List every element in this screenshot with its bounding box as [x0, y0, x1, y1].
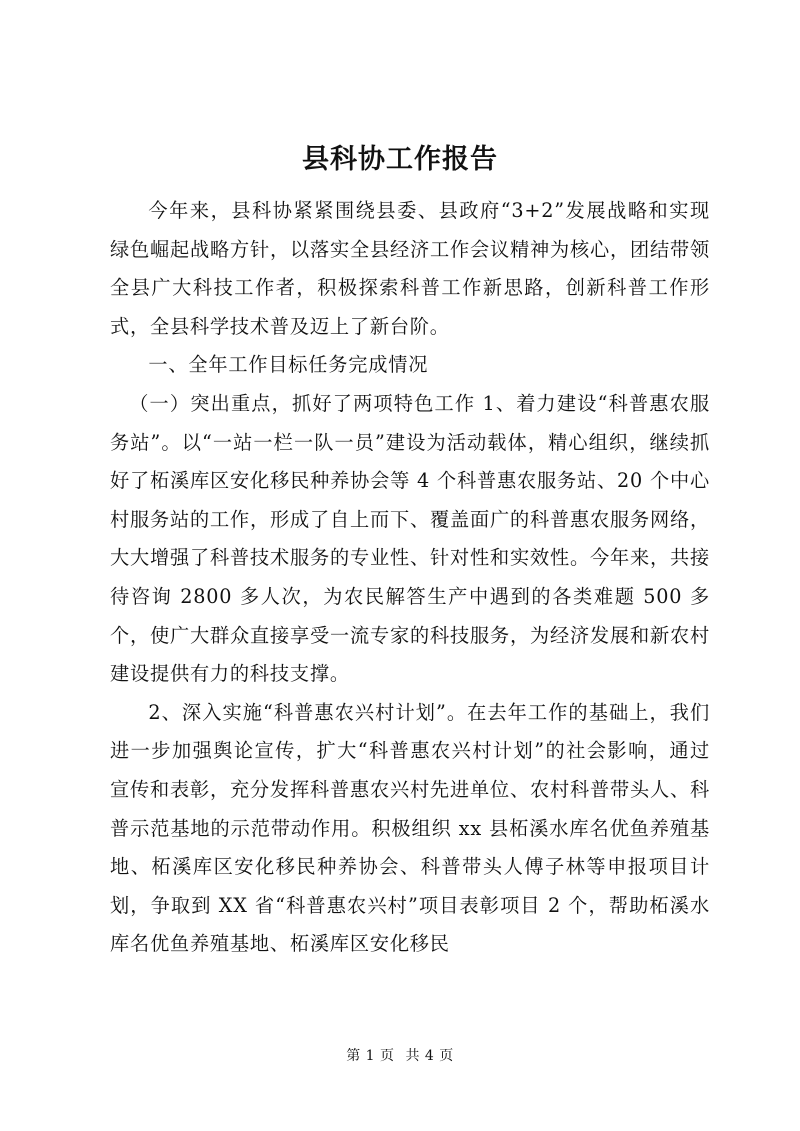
intro-paragraph: 今年来，县科协紧紧围绕县委、县政府“3+2”发展战略和实现绿色崛起战略方针，以落实全县经济工作会议精神为核心，团结带领全县广大科技工作者，积极探索科普工作新思路，创新科普工作形式，全县科学技术普及迈上了新台阶。 — [110, 199, 710, 338]
document-body — [110, 192, 710, 964]
page-total: 共 4 页 — [405, 1048, 454, 1064]
subsection-paragraph-1: （一）突出重点，抓好了两项特色工作 1、着力建设“科普惠农服务站”。以“一站一栏一队一员”建设为活动载体，精心组织，继续抓好了柘溪库区安化移民种养协会等 4 个科普惠农服务站、20 个中心村服务站的工作，形成了自上而下、覆盖面广的科普惠农服务网络，大大增强了科普技术服务的专业性、针对性和实效性。今年来，共接待咨询 2800 多人次，为农民解答生产中遇到的各类难题 500 多个，使广大群众直接享受一流专家的科技服务，为经济发展和新农村建设提供有力的科技支撑。 — [110, 391, 710, 686]
document-title: 县科协工作报告 — [302, 144, 498, 175]
subsection-paragraph-2: 2、深入实施“科普惠农兴村计划”。在去年工作的基础上，我们进一步加强舆论宣传，扩大“科普惠农兴村计划”的社会影响，通过宣传和表彰，充分发挥科普惠农兴村先进单位、农村科普带头人、科普示范基地的示范带动作用。积极组织 xx 县柘溪水库名优鱼养殖基地、柘溪库区安化移民种养协会、科普带头人傅子林等申报项目计划，争取到 XX 省“科普惠农兴村”项目表彰项目 2 个，帮助柘溪水库名优鱼养殖基地、柘溪库区安化移民 — [110, 700, 710, 956]
page-footer — [0, 1046, 800, 1066]
section-heading: 一、全年工作目标任务完成情况 — [148, 353, 429, 377]
page-number: 第 1 页 — [346, 1048, 395, 1064]
